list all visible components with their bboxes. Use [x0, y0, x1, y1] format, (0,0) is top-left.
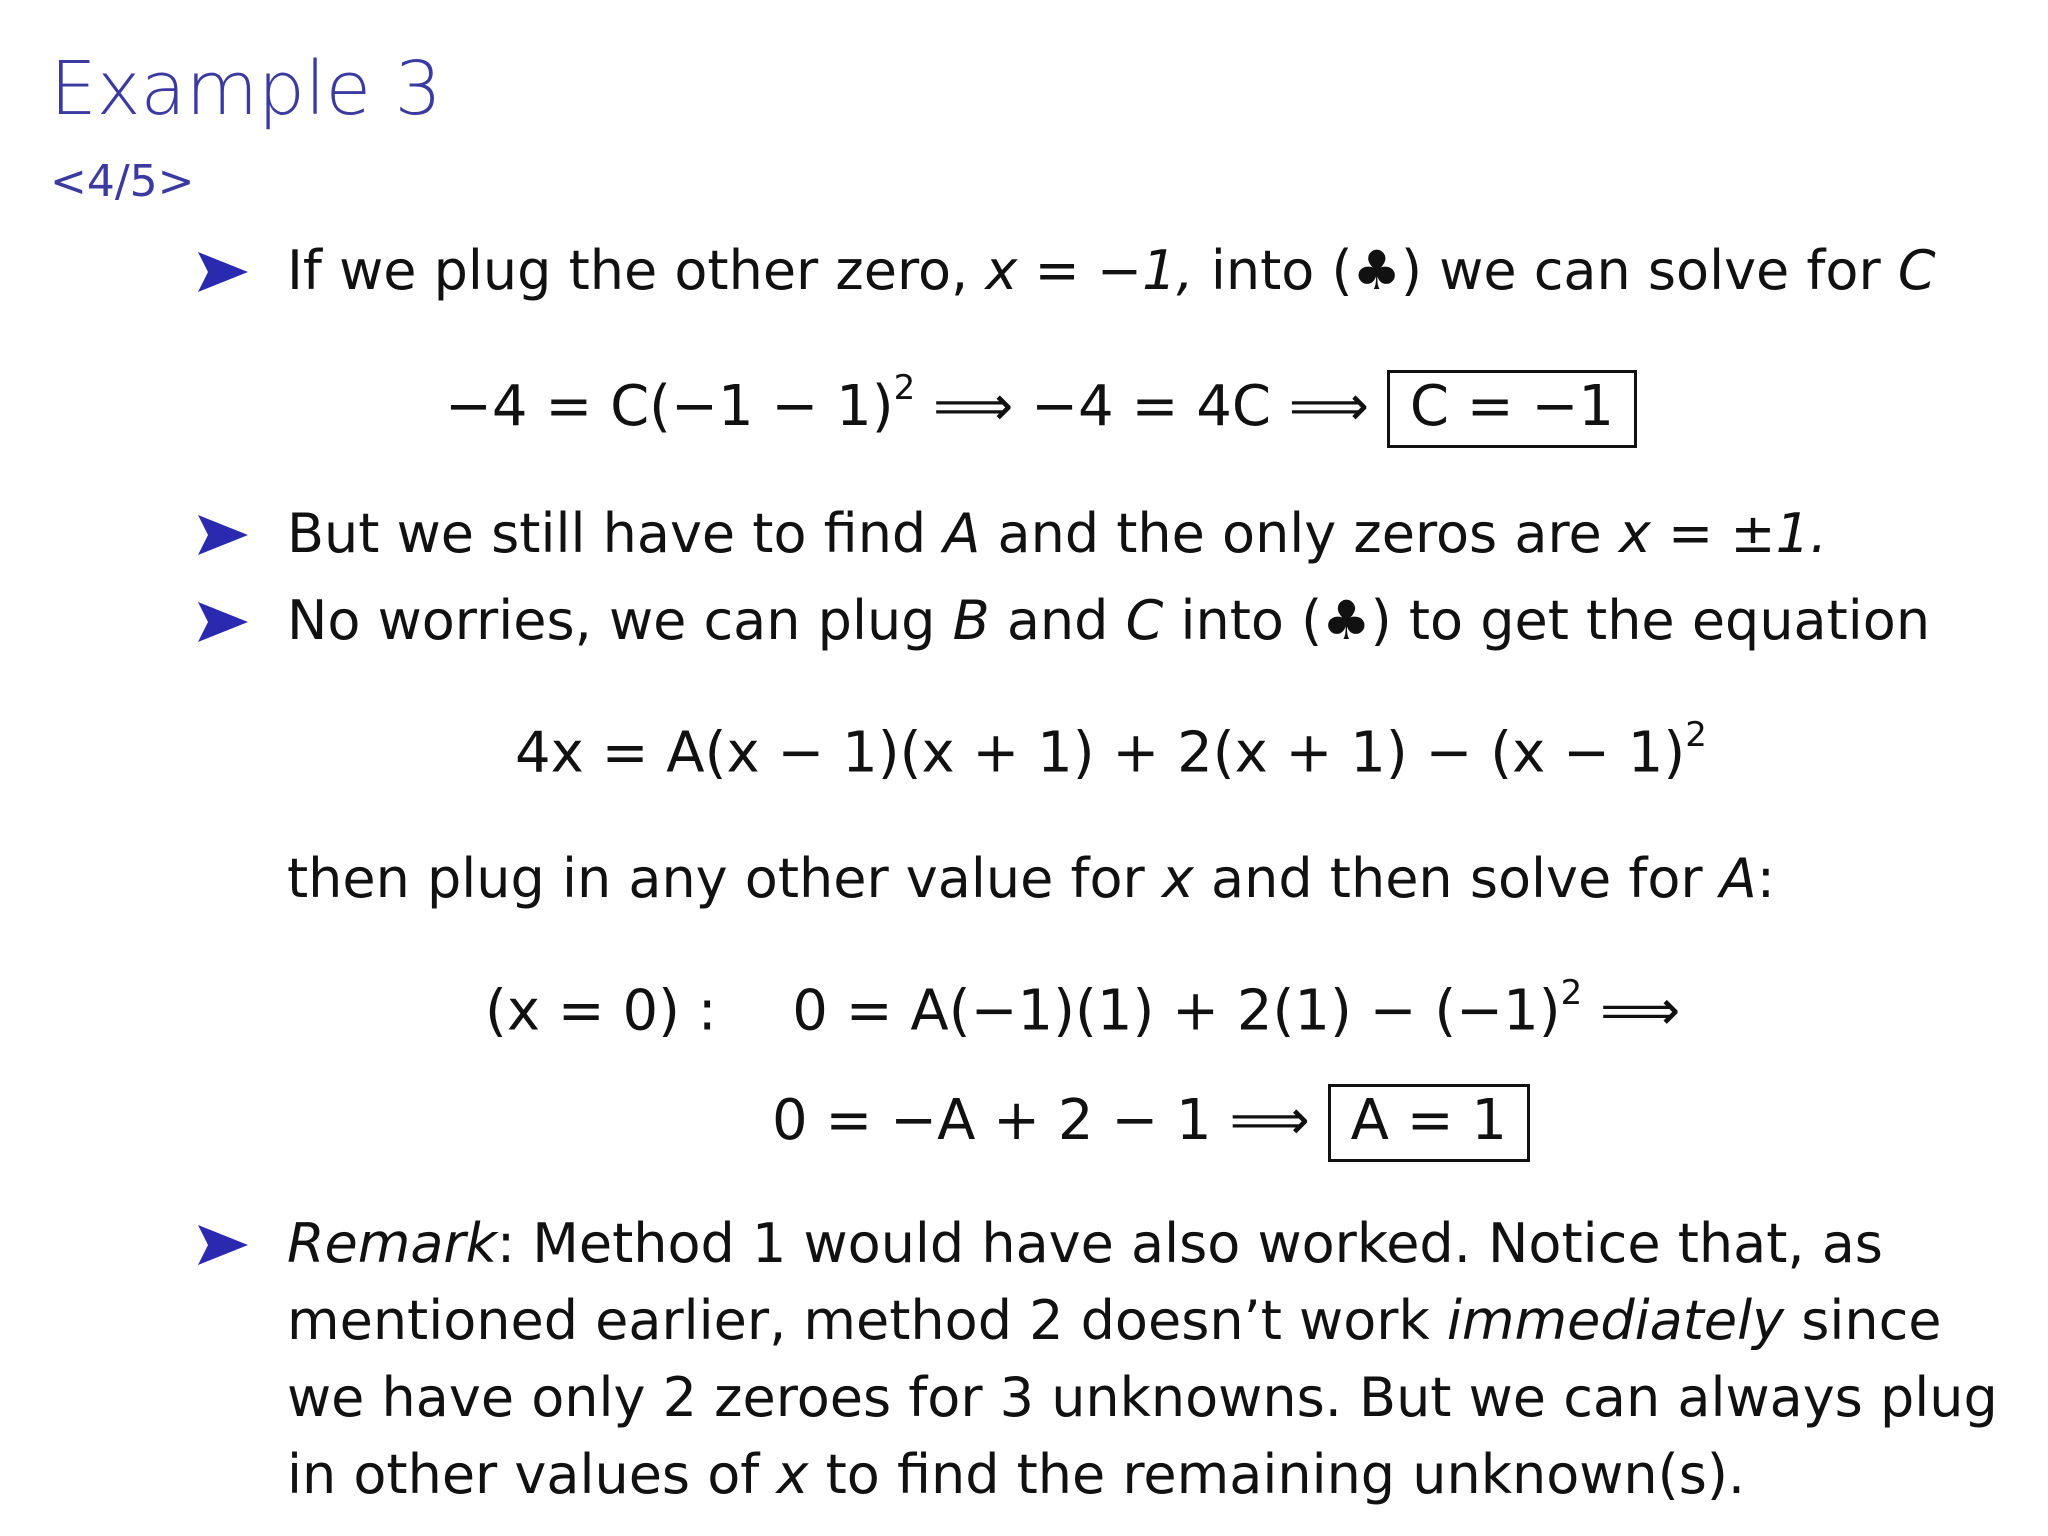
bullet-3-post: into (♣) to get the equation [1180, 589, 1931, 652]
bullet-3-var-c: C [1125, 589, 1164, 652]
continuation-var-x: x [1161, 847, 1194, 910]
remark-line-4-pre: in other values of [287, 1443, 760, 1506]
remark-line-4-var: x [776, 1443, 809, 1506]
equation-3-body: 0 = A(−1)(1) + 2(1) − (−1) [792, 978, 1561, 1044]
remark-line-2 [287, 1289, 1942, 1352]
remark-line-4-post: to find the remaining unknown(s). [825, 1443, 1746, 1506]
equation-4 [772, 1084, 1530, 1162]
bullet-1-math: x = −1, [985, 239, 1194, 302]
equation-4-boxed-result: A = 1 [1328, 1084, 1530, 1162]
arrow-bullet-icon [198, 1225, 248, 1265]
bullet-3-pre: No worries, we can plug [287, 589, 936, 652]
bullet-3 [287, 589, 1931, 652]
remark-line-2-pre: mentioned earlier, method 2 doesn’t work [287, 1289, 1430, 1352]
equation-1-mid: ⟹ −4 = 4C ⟹ [933, 374, 1369, 439]
bullet-2-pre: But we still have to find [287, 502, 927, 565]
arrow-bullet-icon [198, 515, 248, 555]
equation-1-lhs: −4 = C(−1 − 1) [445, 374, 894, 439]
equation-3-label: (x = 0) : [485, 978, 717, 1044]
remark-line-2-emphasis: immediately [1446, 1289, 1785, 1352]
continuation-colon: : [1756, 847, 1775, 910]
remark-line-2-post: since [1801, 1289, 1942, 1352]
bullet-1-mid: into (♣) we can solve for [1210, 239, 1881, 302]
bullet-3-continuation [287, 847, 1775, 910]
equation-3-exponent: 2 [1560, 973, 1583, 1013]
bullet-2-mid: and the only zeros are [997, 502, 1602, 565]
remark-line-1-text: : Method 1 would have also worked. Notice that, as [496, 1212, 1883, 1275]
equation-3 [485, 973, 1681, 1044]
equation-2 [515, 715, 1707, 786]
continuation-pre: then plug in any other value for [287, 847, 1145, 910]
equation-1-boxed-result: C = −1 [1387, 370, 1637, 448]
equation-3-arrow: ⟹ [1600, 978, 1681, 1044]
bullet-2 [287, 502, 1828, 565]
continuation-var-a: A [1719, 847, 1757, 910]
bullet-1-var: C [1897, 239, 1936, 302]
arrow-bullet-icon [198, 602, 248, 642]
bullet-1-pre: If we plug the other zero, [287, 239, 969, 302]
remark-line-1 [287, 1212, 1883, 1275]
bullet-3-var-b: B [952, 589, 990, 652]
continuation-mid: and then solve for [1211, 847, 1703, 910]
slide-subtitle: <4/5> [50, 156, 195, 207]
bullet-2-math: x = ±1. [1618, 502, 1828, 565]
remark-line-3-text: we have only 2 zeroes for 3 unknowns. But we can always plug [287, 1366, 1998, 1429]
equation-1-exponent: 2 [893, 368, 916, 409]
remark-line-4 [287, 1443, 1746, 1506]
arrow-bullet-icon [198, 252, 248, 292]
equation-2-exponent: 2 [1685, 715, 1707, 755]
equation-2-body: 4x = A(x − 1)(x + 1) + 2(x + 1) − (x − 1) [515, 720, 1686, 786]
equation-1 [445, 370, 1637, 448]
bullet-1 [287, 239, 1936, 302]
remark-label: Remark [287, 1212, 497, 1275]
bullet-2-var: A [943, 502, 981, 565]
bullet-3-and: and [1006, 589, 1109, 652]
remark-line-3 [287, 1366, 1998, 1429]
equation-4-body: 0 = −A + 2 − 1 ⟹ [772, 1088, 1310, 1153]
slide-title: Example 3 [50, 46, 442, 132]
